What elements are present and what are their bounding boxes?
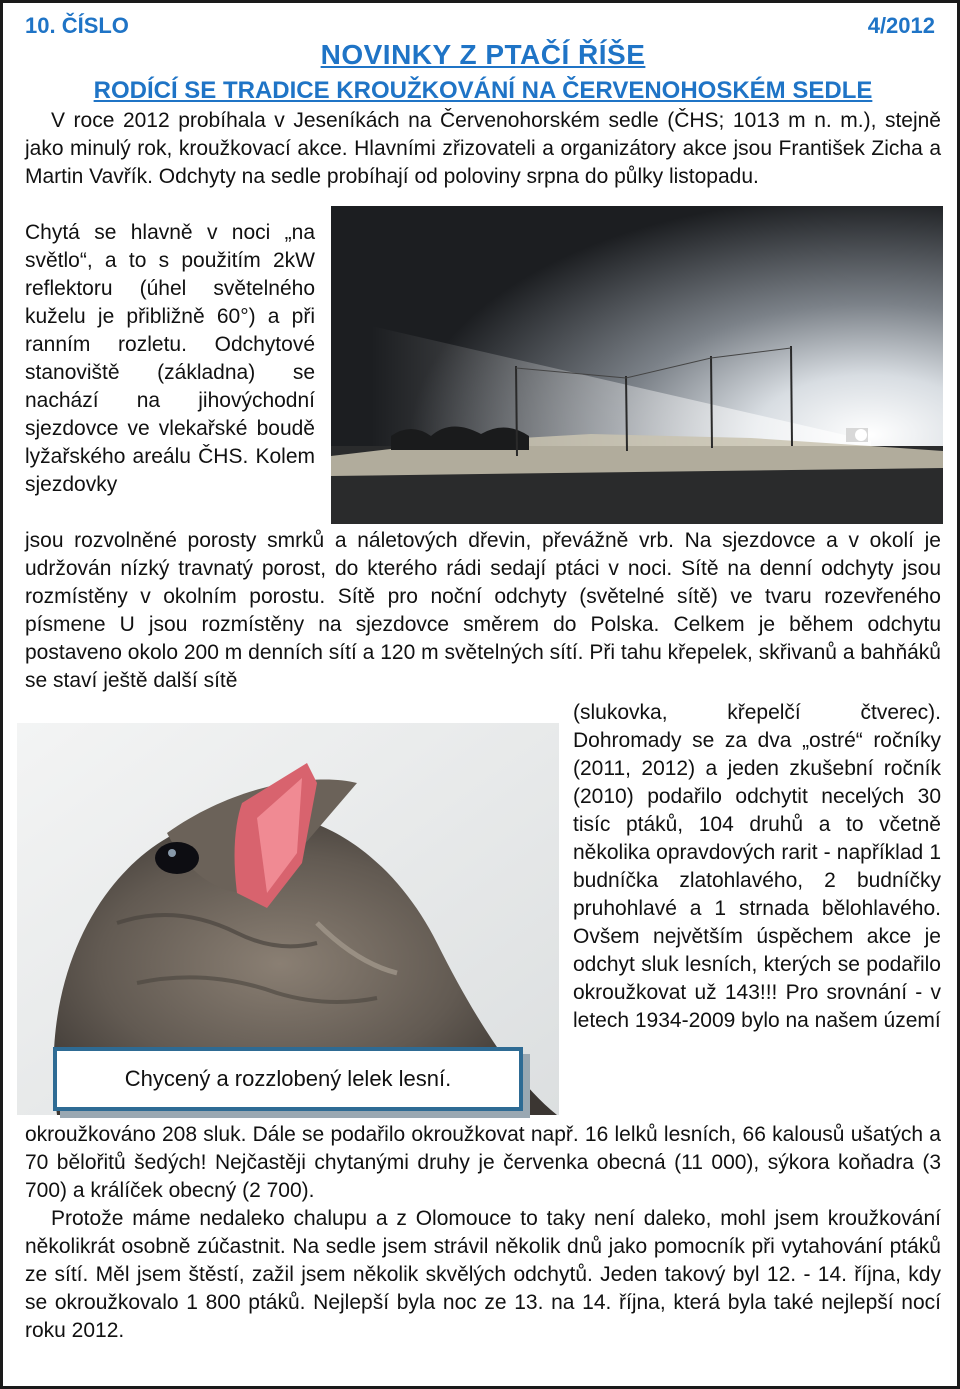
photo-caption: Chycený a rozzlobený lelek lesní. xyxy=(53,1047,523,1111)
issue-number: 10. ČÍSLO xyxy=(25,13,129,38)
article-paragraph-personal: Protože máme nedaleko chalupu a z Olomouce to taky není daleko, mohl jsem kroužkování několikrát osobně zúčastnit. Na sedle jsem strávil několik dnů jako pomocník při vytahování ptáků ze sítí. Měl jsem štěstí, zažil jsem několik skvělých odchytů. Jeden takový byl 12. - 14. října, kdy se okroužkovalo 1 800 ptáků. Nejlepší byla noc ze 13. na 14. října, která byla také nejlepší nocí roku 2012. xyxy=(25,1207,941,1342)
article-paragraph-intro: V roce 2012 probíhala v Jeseníkách na Červenohorském sedle (ČHS; 1013 m n. m.), stejně jako minulý rok, kroužkovací akce. Hlavními zřizovateli a organizátory akce jsou František Zicha a Martin Vavřík. Odchyty na sedle probíhají od poloviny srpna do půlky listopadu. xyxy=(25,109,941,188)
issue-date: 4/2012 xyxy=(867,13,935,38)
night-reflector-photo xyxy=(331,206,943,524)
article-paragraph-results-continued: okroužkováno 208 sluk. Dále se podařilo okroužkovat např. 16 lelků lesních, 66 kalousů ušatých a 70 bělořitů šedých! Nejčastěji chytanými druhy je červenka obecná (11 000), sýkora koňadra (3 700) a králíček obecný (2 700). xyxy=(25,1123,941,1202)
section-title: NOVINKY Z PTAČÍ ŘÍŠE xyxy=(320,39,646,70)
article-paragraph-continued: jsou rozvolněné porosty smrků a náletových dřevin, převážně vrb. Na sjezdovce a v okolí je udržován nízký travnatý porost, do kterého rádi sedají ptáci v noci. Sítě na denní odchyty jsou rozmístěny v okolním porostu. Sítě pro noční odchyty (světelné sítě) ve tvaru rozevřeného písmene U jsou rozmístěny na sjezdovce směrem do Polska. Celkem je během odchytu postaveno okolo 200 m denních sítí a 120 m světelných sítí. Při tahu křepelek, skřivanů a bahňáků se staví ještě další sítě xyxy=(25,529,941,692)
article-paragraph-side: Chytá se hlavně v noci „na světlo“, a to s použitím 2kW reflektoru (úhel světelného kuželu je přibližně 60°) a při ranním rozletu. Odchytové stanoviště (základna) se nachází na jihovýchodní sjezdovce ve vlekařské boudě lyžařského areálu ČHS. Kolem sjezdovky xyxy=(25,221,315,496)
article-title: RODÍCÍ SE TRADICE KROUŽKOVÁNÍ NA ČERVENOHOSKÉM SEDLE xyxy=(93,77,873,104)
article-paragraph-results: (slukovka, křepelčí čtverec). Dohromady se za dva „ostré“ ročníky (2011, 2012) a jeden zkušební ročník (2010) podařilo odchytit necelých 30 tisíc ptáků, 104 druhů a to včetně několika opravdových rarit - například 1 budníčka zlatohlavého, 2 budníčky pruhohlavé a 1 strnada bělohlavého. Ovšem největším úspěchem akce je odchyt sluk lesních, kterých se podařilo okroužkovat už 143!!! Pro srovnání - v letech 1934-2009 bylo na našem území xyxy=(573,701,941,1032)
